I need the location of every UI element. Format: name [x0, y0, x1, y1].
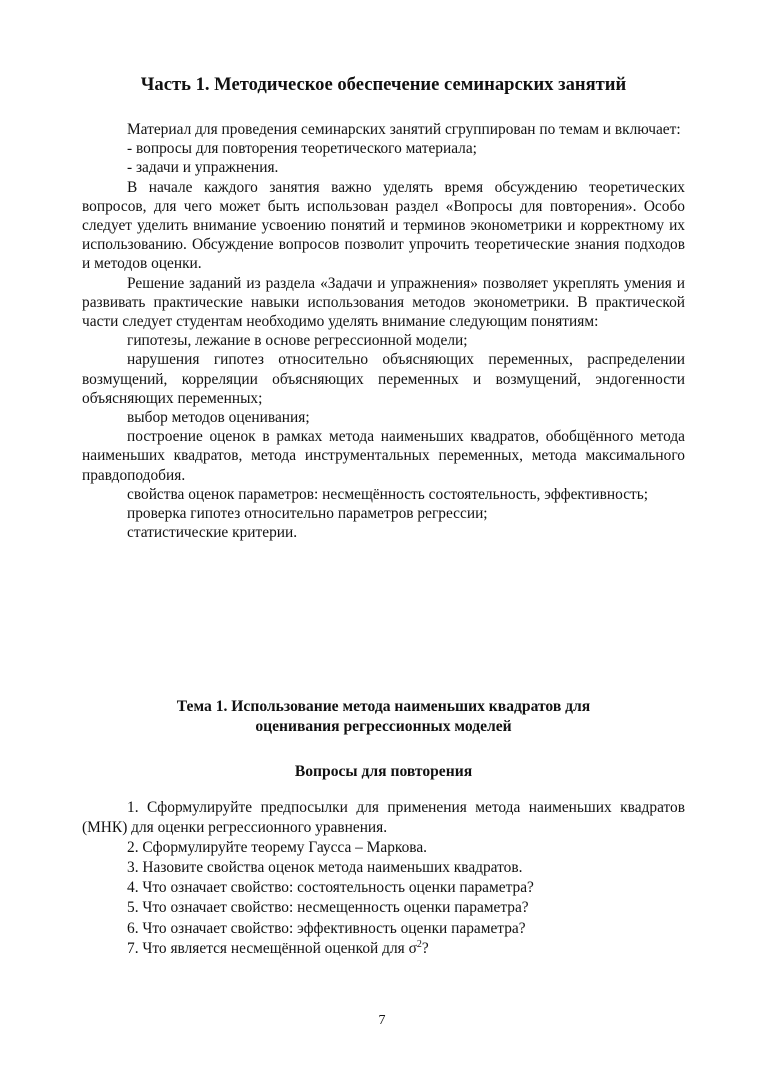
question-7-superscript: 2 [416, 938, 422, 950]
questions-list [82, 798, 685, 959]
question-item: 4. Что означает свойство: состоятельность оценки параметра? [127, 879, 534, 897]
intro-paragraph: Материал для проведения семинарских занятий сгруппирован по темам и включает: [127, 121, 681, 138]
part-title: Часть 1. Методическое обеспечение семинарских занятий [140, 74, 627, 95]
intro-paragraph: выбор методов оценивания; [127, 409, 310, 427]
question-item: 6. Что означает свойство: эффективность оценки параметра? [127, 919, 526, 937]
intro-paragraph: нарушения гипотез относительно объясняющих переменных, распределении возмущений, корреляции объясняющих переменных и возмущений, эндогенности объясняющих переменных; [82, 351, 685, 407]
intro-paragraph: - вопросы для повторения теоретического материала; [127, 140, 477, 158]
page-number: 7 [378, 1013, 386, 1028]
question-item: 3. Назовите свойства оценок метода наименьших квадратов. [127, 859, 523, 877]
question-item: 2. Сформулируйте теорему Гаусса – Маркова. [127, 839, 428, 857]
intro-text [82, 120, 685, 542]
intro-paragraph: - задачи и упражнения. [127, 159, 279, 177]
questions-heading: Вопросы для повторения [294, 763, 473, 780]
topic-title-line2: оценивания регрессионных моделей [255, 718, 512, 735]
question-7-text: 7. Что является несмещённой оценкой для σ [127, 939, 417, 957]
question-item-7 [82, 939, 685, 959]
intro-paragraph: построение оценок в рамках метода наименьших квадратов, обобщённого метода наименьших квадратов, метода инструментальных переменных, метода максимального правдоподобия. [82, 428, 685, 484]
topic-title-line1: Тема 1. Использование метода наименьших квадратов для [176, 698, 591, 715]
intro-paragraph: свойства оценок параметров: несмещённость состоятельность, эффективность; [127, 485, 649, 503]
intro-paragraph: проверка гипотез относительно параметров регрессии; [127, 505, 488, 523]
question-item: 5. Что означает свойство: несмещенность оценки параметра? [127, 899, 529, 917]
intro-paragraph: гипотезы, лежание в основе регрессионной модели; [127, 332, 468, 350]
topic-title [82, 697, 685, 737]
intro-paragraph: В начале каждого занятия важно уделять время обсуждению теоретических вопросов, для чего может быть использован раздел «Вопросы для повторения». Особо следует уделить внимание усвоению понятий и терминов эконометрики и корректному их использованию. Обсуждение вопросов позволит упрочить теоретические знания подходов и методов оценки. [82, 178, 685, 273]
intro-paragraph: статистические критерии. [127, 524, 298, 542]
question-7-suffix: ? [421, 939, 429, 957]
intro-paragraph: Решение заданий из раздела «Задачи и упражнения» позволяет укреплять умения и развивать практические навыки использования методов эконометрики. В практической части следует студентам необходимо уделять внимание следующим понятиям: [82, 274, 685, 331]
question-item: 1. Сформулируйте предпосылки для применения метода наименьших квадратов (МНК) для оценки регрессионного уравнения. [82, 799, 685, 837]
